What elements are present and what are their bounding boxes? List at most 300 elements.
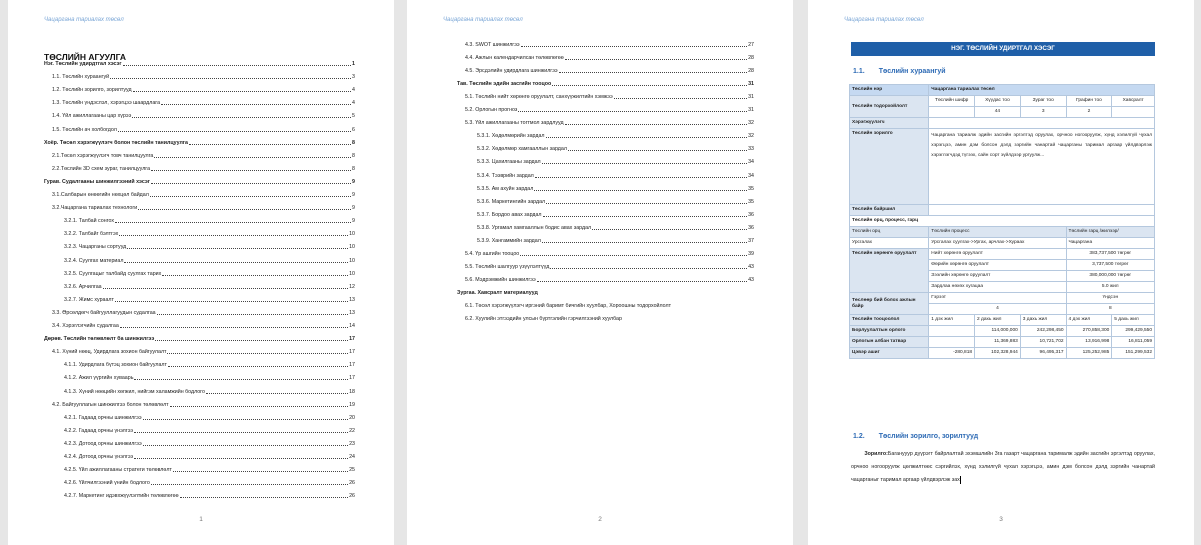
table-cell: Зардлаа нөхөх хугацаа — [929, 282, 1066, 293]
toc-entry-title: 4.5. Эрсдэлийн удирдлага шинжилгээ — [465, 68, 558, 75]
table-label: Төслийн тодорхойлолт — [850, 96, 929, 118]
table-label: Төслийн нэр — [850, 85, 929, 96]
table-cell: Урсгалах — [850, 238, 929, 249]
toc-entry-page: 17 — [349, 349, 355, 356]
toc-entry[interactable] — [64, 389, 355, 395]
toc-entry-title: 3.2.4. Суулгах материал — [64, 257, 124, 264]
toc-leader-dots — [162, 275, 348, 276]
toc-entry-page: 27 — [748, 42, 754, 48]
page-number: 1 — [199, 516, 203, 523]
toc-entry[interactable] — [64, 467, 355, 473]
table-cell: Графин тоо — [1066, 96, 1112, 107]
toc-entry-page: 33 — [748, 146, 754, 153]
table-cell: 102,328,944 — [975, 348, 1021, 359]
toc-leader-dots — [134, 458, 348, 459]
toc-entry-page: 32 — [748, 133, 754, 140]
toc-entry[interactable] — [44, 61, 355, 67]
toc-entry[interactable] — [477, 133, 754, 139]
toc-entry-title: 1.5. Төслийн ач холбогдол — [52, 126, 117, 133]
toc-entry-page: 10 — [349, 244, 355, 251]
toc-entry-page: 10 — [349, 257, 355, 264]
toc-entry[interactable] — [64, 375, 355, 381]
toc-entry-title: 5.3. Үйл ажиллагааны тогтмол зардлууд — [465, 120, 564, 127]
toc-entry[interactable] — [457, 290, 754, 296]
toc-entry-title: 1.4. Үйл ажиллагааны цар хүрээ — [52, 113, 132, 120]
toc-leader-dots — [543, 216, 748, 217]
toc-entry-page: 13 — [349, 296, 355, 303]
toc-entry[interactable] — [64, 297, 355, 303]
toc-entry-title: Зургаа. Хавсралт материалууд — [457, 289, 538, 296]
toc-entry-title: 5.3.3. Цахилгааны зардал — [477, 159, 541, 166]
goal-description: Чацаргана тариалж эдийн засгийн эргэлтэд оруулах, орчноо ногооруулж, хүнд хэлилгүй чухал хэрэгцээ, амин дэм болсон дэлд зэргийн чанартай чацарганы таримал аргаар үйлдвэрлэж хэрэглэгчдэд түгээх, сайн сорт зүйлдээр ургуулж... — [929, 129, 1155, 205]
table-cell — [929, 337, 975, 348]
toc-leader-dots — [151, 183, 351, 184]
toc-entry-title: 5.3.9. Хангаммийн зардал — [477, 237, 541, 244]
table-cell: 8 — [1066, 304, 1154, 315]
toc-entry[interactable] — [465, 107, 754, 113]
table-label: Төслийн орц, процесс, гарц — [850, 216, 1155, 227]
toc-entry-title: 6.2. Хуулийн этгээдийн улсын бүртгэлийн гэрчилгээний хуулбар — [465, 316, 622, 323]
toc-entry-title: 4.3. SWOT шинжилгээ — [465, 42, 520, 48]
toc-entry-title: Дөрөв. Төслийн төлөвлөлт ба шинжилгээ — [44, 336, 155, 343]
toc-entry-title: 4.2.5. Үйл ажиллагааны стратеги төлөвлөлт — [64, 467, 172, 474]
toc-entry-page: 19 — [349, 401, 355, 408]
goal-text: Баганууур дүүрэгт байрлалтай эхэмшлийн 3га газарт чацаргана тарималж эдийн засгийн эргэлтэд оруулах, орчноо ногооруулж цөлжилтөөс сэргийлэх, хүнд хэлилгүй чухал хэрэгцээ, амин дэм болсон дэлд зэргийн чанартай чацарганыг таримал аргаар үйлдвэрлэж зах — [851, 451, 1155, 483]
table-cell: 114,000,000 — [975, 326, 1021, 337]
toc-leader-dots — [138, 209, 351, 210]
page-number: 3 — [999, 516, 1003, 523]
toc-leader-dots — [115, 301, 348, 302]
toc-entry[interactable] — [52, 74, 355, 80]
toc-entry-page: 28 — [748, 55, 754, 62]
toc-leader-dots — [123, 65, 351, 66]
toc-entry-page: 13 — [349, 309, 355, 316]
toc-entry-page: 5 — [352, 113, 355, 120]
toc-entry-title: 3.3. Өрсөлдөгч байгууллагуудын судалгаа — [52, 309, 156, 316]
toc-entry-title: 4.2.3. Дотоод орчны шинжилгээ — [64, 440, 142, 447]
table-cell: 5.0 жил — [1066, 282, 1154, 293]
toc-entry-page: 28 — [748, 68, 754, 75]
toc-entry-page: 34 — [748, 159, 754, 166]
toc-entry-title: Тав. Төслийн эдийн засгийн тооцоо — [457, 81, 552, 88]
table-label: Төслийн хөрөнгө оруулалт — [850, 249, 929, 293]
toc-entry-title: 4.1.3. Хүний нөөцийн хөгжил, нийгэм халамжийн бодлого — [64, 388, 205, 395]
table-cell: Төслийн шифр — [929, 96, 975, 107]
toc-leader-dots — [565, 59, 747, 60]
toc-entry[interactable] — [64, 428, 355, 434]
toc-leader-dots — [155, 340, 348, 341]
table-cell — [929, 326, 975, 337]
toc-entry-title: 5.3.4. Тээврийн зардал — [477, 172, 534, 179]
toc-entry-page: 22 — [349, 427, 355, 434]
table-cell — [929, 205, 1155, 216]
toc-entry[interactable] — [465, 55, 754, 61]
toc-entry-title: 4.1. Хүний нөөц, Удирдлага зохион байгуулалт — [52, 349, 167, 356]
table-cell: 4 — [929, 304, 1066, 315]
table-label: Төслийн тооцоолол — [850, 315, 929, 326]
project-info-table — [849, 84, 1155, 359]
toc-entry-page: 14 — [349, 323, 355, 329]
toc-entry-title: 4.2.4. Дотоод орчны үнэлгээ — [64, 454, 134, 460]
table-cell: 13,916,998 — [1066, 337, 1112, 348]
table-cell: 44 — [975, 107, 1021, 118]
toc-title: ТӨСЛИЙН АГУУЛГА — [44, 52, 127, 62]
toc-entry-title: 2.1.Төсөл хэрэгжүүлэгч товч танилцуулга — [52, 152, 154, 159]
text-cursor — [960, 476, 961, 484]
toc-entry-page: 6 — [352, 126, 355, 133]
table-cell: Төслийн орц — [850, 227, 929, 238]
toc-entry-title: 4.2. Байгууллагын шинжилгээ болон төлөвлөлт — [52, 401, 169, 408]
toc-entry-title: 3.2.3. Чацарганы сортууд — [64, 244, 127, 251]
table-cell: 1 дэх жил — [929, 315, 975, 326]
toc-entry[interactable] — [477, 159, 754, 165]
toc-entry[interactable] — [52, 100, 355, 106]
toc-leader-dots — [119, 235, 348, 236]
toc-leader-dots — [124, 262, 348, 263]
toc-entry-page: 31 — [748, 81, 754, 88]
toc-entry-title: 1.2. Төслийн зорилго, зорилтууд — [52, 87, 132, 94]
toc-entry-page: 10 — [349, 270, 355, 277]
toc-entry[interactable] — [465, 264, 754, 270]
section-number: 1.2. — [853, 433, 865, 440]
toc-leader-dots — [151, 484, 348, 485]
table-cell: Төслийн процесс — [929, 227, 1066, 238]
document-page-2 — [407, 0, 793, 545]
table-cell: 3 — [1020, 107, 1066, 118]
toc-entry-title: 4.1.2. Ажил үүргийн хуваарь — [64, 375, 134, 382]
toc-entry-title: 5.4. Үр ашгийн тооцоо — [465, 250, 520, 257]
toc-entry-title: 4.2.7. Маркетинг идэвхжүүлэлтийн төлөвлөгөө — [64, 493, 179, 500]
toc-leader-dots — [189, 144, 351, 145]
toc-entry-title: 2.2.Төслийн 3D схем зураг, танилцуулга — [52, 165, 151, 172]
toc-entry[interactable] — [465, 42, 754, 48]
toc-leader-dots — [535, 177, 747, 178]
table-cell: Урсгалах суулгах->Ургах, арчлах->Хураах — [929, 238, 1066, 249]
toc-entry-title: 5.3.6. Маркетингийн зардал — [477, 198, 546, 205]
page-header: Чацаргана тариалах төсөл — [844, 17, 924, 23]
toc-leader-dots — [154, 157, 351, 158]
table-cell: 3 дахь жил — [1020, 315, 1066, 326]
toc-leader-dots — [614, 98, 747, 99]
table-cell: Гэрээт — [929, 293, 1066, 304]
toc-entry-page: 20 — [349, 414, 355, 421]
toc-leader-dots — [568, 150, 747, 151]
toc-entry-page: 17 — [349, 362, 355, 369]
table-label: Борлуулалтын орлого — [850, 326, 929, 337]
toc-entry-page: 23 — [349, 440, 355, 447]
toc-entry-title: 3.2.Чацаргана тариалах технологи — [52, 205, 138, 212]
toc-entry[interactable] — [44, 336, 355, 342]
toc-leader-dots — [565, 124, 748, 125]
toc-leader-dots — [592, 229, 747, 230]
toc-entry-page: 37 — [748, 237, 754, 244]
toc-leader-dots — [103, 288, 348, 289]
toc-leader-dots — [550, 268, 747, 269]
toc-entry-page: 1 — [352, 61, 355, 67]
toc-entry-page: 4 — [352, 87, 355, 94]
table-cell: 270,858,300 — [1066, 326, 1112, 337]
table-cell: 383,737,500 төгрөг — [1066, 249, 1154, 260]
toc-entry-page: 9 — [352, 192, 355, 198]
toc-entry-title: 6.1. Төсөл хэрэгжүүлэгч иргэний баримт бичгийн хуулбар, Хороошны тодорхойлолт — [465, 303, 672, 309]
document-page-1 — [8, 0, 394, 545]
table-cell: 96,495,317 — [1020, 348, 1066, 359]
toc-entry-title: 4.1.1. Удирдлага бүтэц зохион байгуулалт — [64, 362, 167, 369]
toc-entry-page: 8 — [352, 165, 355, 172]
table-label: Төслийн зорилго — [850, 129, 929, 205]
toc-entry[interactable] — [52, 153, 355, 159]
toc-entry-title: 5.3.8. Ургамал хамгааллын бодис авах зардал — [477, 224, 592, 231]
toc-entry-title: 3.2.6. Арчилгаа — [64, 283, 102, 290]
table-cell: 3,737,500 төгрөг — [1066, 260, 1154, 271]
toc-leader-dots — [180, 497, 349, 498]
toc-entry-title: 5.1. Төслийн нийт хөрөнгө оруулалт, санхүүжилтийн хэмжээ — [465, 94, 613, 101]
table-cell: Зээлийн хөрөнгө оруулалт — [929, 271, 1066, 282]
table-label: Төслийн байршил — [850, 205, 929, 216]
toc-entry[interactable] — [44, 179, 355, 185]
toc-entry-page: 36 — [748, 211, 754, 218]
page-header: Чацаргана тариалах төсөл — [44, 17, 124, 23]
table-cell: 10,721,702 — [1020, 337, 1066, 348]
toc-leader-dots — [537, 281, 747, 282]
table-label: Цэвэр ашиг — [850, 348, 929, 359]
toc-entry[interactable] — [465, 277, 754, 283]
table-cell: 299,429,550 — [1112, 326, 1155, 337]
toc-entry[interactable] — [52, 166, 355, 172]
document-page-3 — [808, 0, 1194, 545]
toc-entry-title: Нэг. Төслийн удирдтгал хэсэг — [44, 61, 122, 67]
toc-entry-page: 9 — [352, 178, 355, 185]
toc-entry[interactable] — [64, 284, 355, 290]
toc-leader-dots — [167, 353, 348, 354]
toc-leader-dots — [118, 131, 351, 132]
toc-entry-page: 9 — [352, 205, 355, 212]
toc-leader-dots — [161, 104, 351, 105]
page-number: 2 — [598, 516, 602, 523]
toc-entry[interactable] — [64, 493, 355, 499]
toc-entry-page: 18 — [349, 388, 355, 395]
toc-entry-page: 26 — [349, 493, 355, 500]
toc-entry-page: 25 — [349, 467, 355, 474]
toc-entry-page: 3 — [352, 74, 355, 81]
toc-entry-page: 17 — [349, 375, 355, 382]
table-cell — [929, 107, 975, 118]
toc-entry[interactable] — [64, 258, 355, 264]
toc-entry-page: 39 — [748, 250, 754, 257]
toc-entry[interactable] — [64, 480, 355, 486]
toc-leader-dots — [120, 327, 348, 328]
toc-entry[interactable] — [52, 349, 355, 355]
toc-leader-dots — [542, 163, 747, 164]
toc-leader-dots — [206, 393, 348, 394]
toc-entry-page: 34 — [748, 172, 754, 179]
toc-entry[interactable] — [465, 251, 754, 257]
toc-entry[interactable] — [477, 146, 754, 152]
toc-entry-page: 35 — [748, 198, 754, 205]
toc-entry-page: 32 — [748, 120, 754, 127]
toc-entry-title: 5.3.7. Бордоо авах зардал — [477, 211, 542, 218]
toc-entry-page: 26 — [349, 480, 355, 487]
toc-entry-title: 5.3.1. Хөдөлмөрийн зардал — [477, 133, 545, 140]
toc-entry-title: 3.2.7. Жимс хураалт — [64, 296, 114, 303]
toc-entry-title: 3.2.5. Суулгацыг талбайд суулгах тарих — [64, 270, 162, 277]
toc-entry-title: 4.2.1. Гадаад орчны шинжилгээ — [64, 414, 142, 421]
toc-entry[interactable] — [52, 87, 355, 93]
table-cell: Төслийн гарц /жилээр/ — [1066, 227, 1154, 238]
toc-entry-page: 8 — [352, 152, 355, 159]
table-cell: Өөрийн хөрөнгө оруулалт — [929, 260, 1066, 271]
toc-entry-title: 3.4. Хэрэглэгчийн судалгаа — [52, 323, 119, 329]
table-label: Хэрэгжүүлэгч — [850, 118, 929, 129]
table-cell: 380,000,000 төгрөг — [1066, 271, 1154, 282]
toc-leader-dots — [132, 117, 351, 118]
toc-leader-dots — [559, 72, 747, 73]
toc-entry-title: 5.2. Орлогын прогноз — [465, 107, 518, 114]
section-heading — [853, 433, 978, 440]
toc-entry[interactable] — [64, 415, 355, 421]
toc-leader-dots — [546, 137, 748, 138]
table-cell: Нийт хөрөнгө оруулалт — [929, 249, 1066, 260]
table-cell: 2 дахь жил — [975, 315, 1021, 326]
toc-entry-page: 17 — [349, 336, 355, 343]
toc-leader-dots — [170, 406, 348, 407]
table-cell: Чацаргана — [1066, 238, 1154, 249]
section-title: Төслийн хураангуй — [878, 68, 946, 75]
toc-leader-dots — [520, 255, 747, 256]
toc-entry-title: 3.2.2. Талбайг бэлтгэх — [64, 231, 119, 238]
toc-leader-dots — [521, 46, 747, 47]
toc-leader-dots — [546, 203, 747, 204]
toc-entry[interactable] — [52, 192, 355, 198]
toc-entry-page: 43 — [748, 276, 754, 283]
goal-label: Зорилго: — [864, 451, 888, 457]
toc-leader-dots — [173, 471, 348, 472]
toc-entry[interactable] — [477, 173, 754, 179]
toc-leader-dots — [151, 170, 351, 171]
toc-entry[interactable] — [477, 199, 754, 205]
toc-entry-title: Хоёр. Төсөл хэрэгжүүлэгч болон төслийн танилцуулга — [44, 139, 188, 146]
toc-entry-title: 5.5. Төслийн шалгуур үзүүлэлтүүд — [465, 263, 550, 270]
toc-entry[interactable] — [465, 303, 754, 309]
toc-entry-title: Гурав. Судалгааны шинжилгээний хэсэг — [44, 178, 150, 185]
toc-entry-title: 3.1.Салбарын өнөөгийн нөхцөл байдал — [52, 192, 149, 198]
toc-entry-page: 43 — [748, 263, 754, 270]
toc-entry-title: 4.2.2. Гадаад орчны үнэлгээ — [64, 427, 134, 434]
toc-entry-title: 5.3.5. Ам ахуйн зардал — [477, 185, 534, 192]
toc-entry-title: 1.3. Төслийн үндэслэл, хэрэгцээ шаардлага — [52, 100, 161, 107]
toc-leader-dots — [133, 91, 351, 92]
toc-leader-dots — [542, 242, 747, 243]
toc-entry[interactable] — [52, 113, 355, 119]
toc-entry[interactable] — [477, 225, 754, 231]
toc-entry[interactable] — [52, 205, 355, 211]
toc-entry[interactable] — [457, 81, 754, 87]
section-title: Төслийн зорилго, зорилтууд — [878, 433, 979, 440]
table-cell: 11,369,883 — [975, 337, 1021, 348]
toc-entry[interactable] — [64, 454, 355, 460]
toc-leader-dots — [134, 432, 348, 433]
toc-entry-page: 35 — [748, 185, 754, 192]
toc-entry[interactable] — [52, 323, 355, 329]
toc-entry-page: 24 — [349, 454, 355, 460]
table-cell: 151,299,532 — [1112, 348, 1155, 359]
toc-entry[interactable] — [52, 127, 355, 133]
toc-entry[interactable] — [64, 231, 355, 237]
toc-leader-dots — [518, 111, 747, 112]
toc-entry[interactable] — [64, 441, 355, 447]
table-cell: 16,811,059 — [1112, 337, 1155, 348]
table-cell — [929, 118, 1155, 129]
toc-leader-dots — [110, 78, 351, 79]
toc-entry-title: 1.1. Төслийн хураангуй — [52, 74, 110, 81]
toc-entry[interactable] — [465, 94, 754, 100]
toc-entry[interactable] — [477, 212, 754, 218]
toc-entry[interactable] — [465, 68, 754, 74]
toc-entry-page: 31 — [748, 94, 754, 101]
toc-entry-page: 10 — [349, 231, 355, 238]
table-label: Төслөөр бий болох ажлын байр — [850, 293, 929, 315]
table-cell — [1112, 107, 1155, 118]
table-cell: 5 дахь жил — [1112, 315, 1155, 326]
toc-leader-dots — [143, 419, 349, 420]
toc-entry[interactable] — [477, 238, 754, 244]
table-cell: Хавсралт — [1112, 96, 1155, 107]
toc-entry[interactable] — [52, 402, 355, 408]
toc-entry-page: 4 — [352, 100, 355, 107]
table-cell: Зураг тоо — [1020, 96, 1066, 107]
toc-leader-dots — [168, 366, 348, 367]
toc-entry-title: 5.6. Мэдрэмжийн шинжилгээ — [465, 276, 536, 283]
toc-entry[interactable] — [64, 244, 355, 250]
toc-entry-page: 9 — [352, 218, 355, 225]
toc-entry[interactable] — [64, 362, 355, 368]
toc-entry-title: 4.2.6. Үйлчилгээний үнийн бодлого — [64, 480, 150, 487]
table-cell: 242,298,450 — [1020, 326, 1066, 337]
toc-leader-dots — [143, 445, 348, 446]
page-header: Чацаргана тариалах төсөл — [443, 17, 523, 23]
section-number: 1.1. — [853, 68, 865, 75]
toc-leader-dots — [552, 85, 747, 86]
toc-entry[interactable] — [52, 310, 355, 316]
table-cell: 125,252,985 — [1066, 348, 1112, 359]
toc-entry[interactable] — [465, 120, 754, 126]
toc-entry[interactable] — [465, 316, 754, 322]
table-cell: Хүүдас тоо — [975, 96, 1021, 107]
goal-paragraph[interactable] — [851, 448, 1155, 492]
toc-entry-title: 3.2.1. Талбай сонгох — [64, 218, 114, 225]
toc-entry[interactable] — [477, 186, 754, 192]
toc-entry[interactable] — [64, 218, 355, 224]
toc-entry[interactable] — [64, 271, 355, 277]
toc-leader-dots — [150, 196, 351, 197]
toc-leader-dots — [134, 379, 348, 380]
toc-entry-page: 31 — [748, 107, 754, 114]
table-cell: 4 дэх жил — [1066, 315, 1112, 326]
table-label: Орлогын албан татвар — [850, 337, 929, 348]
chapter-banner: НЭГ. ТӨСЛИЙН УДИРТГАЛ ХЭСЭГ — [851, 42, 1155, 56]
toc-entry-title: 4.4. Ажлын календарчилсан төлөвлөгөө — [465, 55, 564, 62]
table-cell: Үндсэн — [1066, 293, 1154, 304]
toc-leader-dots — [115, 222, 351, 223]
toc-entry-page: 12 — [349, 283, 355, 290]
table-cell: Чацаргана тариалах төсөл — [929, 85, 1155, 96]
toc-entry[interactable] — [44, 140, 355, 146]
toc-leader-dots — [127, 248, 348, 249]
toc-entry-title: 5.3.2. Хөдөлмөр хамгааллын зардал — [477, 146, 567, 153]
section-heading — [853, 68, 946, 75]
toc-entry-page: 8 — [352, 139, 355, 146]
toc-entry-page: 36 — [748, 224, 754, 231]
